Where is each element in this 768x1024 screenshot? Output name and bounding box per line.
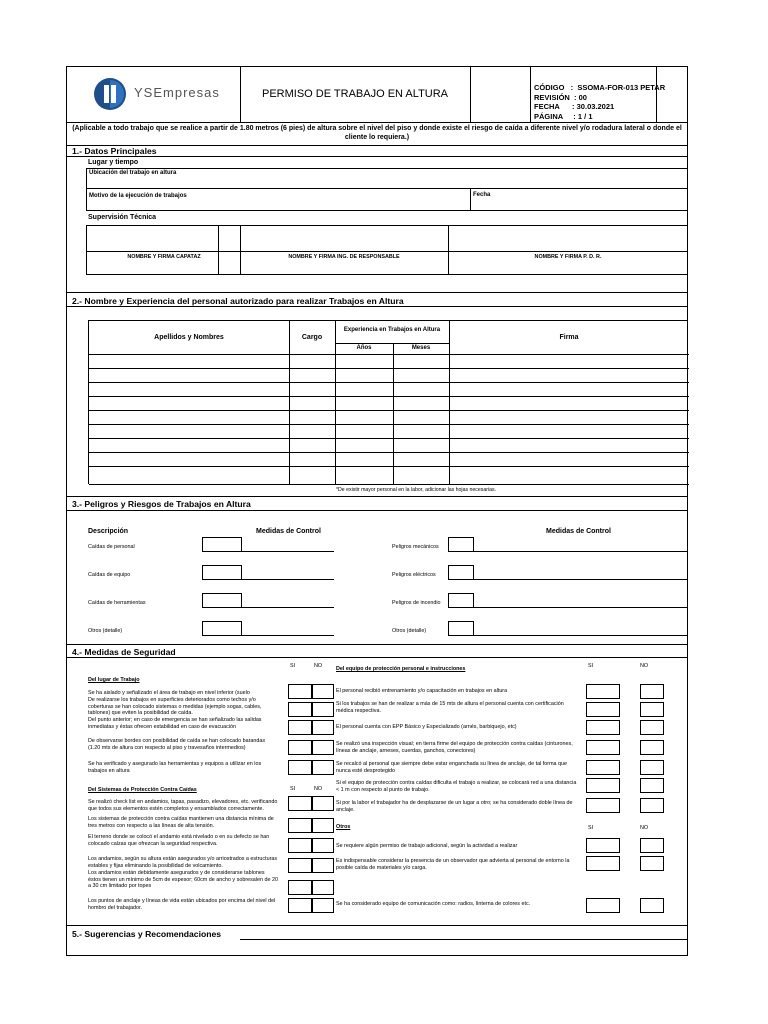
personnel-table — [88, 320, 688, 484]
epp-si-4[interactable] — [586, 760, 620, 775]
epp-no-5[interactable] — [640, 778, 664, 793]
otros-item-1: Es indispensable considerar la presencia de un observador que advierta al personal de entorno la posible caída de materiales y/o carga. — [336, 858, 570, 871]
otros-si-1[interactable] — [586, 856, 620, 871]
hazard-left-check-1[interactable] — [202, 565, 242, 580]
lugar-trabajo-title: Del lugar de Trabajo — [88, 677, 140, 683]
section-2-title: 2.- Nombre y Experiencia del personal autorizado para realizar Trabajos en Altura — [72, 296, 404, 306]
hazard-left-check-3[interactable] — [202, 621, 242, 636]
hazard-right-1: Peligros eléctricos — [392, 572, 436, 578]
motivo-field[interactable]: Motivo de la ejecución de trabajos — [89, 193, 187, 199]
medidas-header-right: Medidas de Control — [546, 528, 611, 535]
lugar-item-1: De realizarse los trabajos en superficies deteriorados como techos y/o coberturas se han colocado sistemas o medidas (ejemplo sogas, cables, tablones) que eviten la posibilidad de caída. — [88, 697, 262, 717]
doc-page: PÁGINA : 1 / 1 — [534, 111, 593, 121]
signature-capataz[interactable]: NOMBRE Y FIRMA CAPATAZ — [127, 254, 201, 260]
proteccion-item-3: Los andamios, según su altura están asegurados y/o arriostrados a estructuras estables y fijas eliminando la posibilidad de volcamiento. — [88, 856, 278, 869]
proteccion-si-1[interactable] — [288, 818, 312, 833]
proteccion-si-0[interactable] — [288, 796, 312, 811]
company-logo — [92, 76, 232, 112]
epp-si-2[interactable] — [586, 720, 620, 735]
hazard-left-control-3[interactable] — [242, 635, 334, 636]
otros-item-2: Se ha considerado equipo de comunicación como: radios, linterna de colores etc. — [336, 901, 531, 907]
epp-item-1: Si los trabajos se han de realizar a más de 15 mts de altura el personal cuenta con certificación médica respectiva. — [336, 701, 564, 714]
otros-title: Otros — [336, 824, 351, 830]
col-cargo: Cargo — [301, 334, 323, 341]
lugar-si-0[interactable] — [288, 684, 312, 699]
hazard-right-check-0[interactable] — [448, 537, 474, 552]
lugar-item-3: De observarse bordes con posibilidad de caída se han colocado barandas (1.20 mts de altura con respecto al piso y travesaños intermedios) — [88, 738, 266, 751]
section-1-title: 1.- Datos Principales — [72, 146, 157, 156]
doc-date: FECHA : 30.03.2021 — [534, 102, 615, 111]
hazard-right-control-1[interactable] — [474, 579, 688, 580]
si-label-2: SI — [290, 786, 296, 792]
logo-mark-icon — [92, 76, 128, 112]
epp-item-3: Se realizó una inspección visual; en tierra firme del equipo de protección contra caídas (cinturones, líneas de anclaje, arneses, cuerdas, ganchos, conectores) — [336, 741, 573, 754]
hazard-left-3: Otros (detalle) — [88, 628, 123, 634]
lugar-si-3[interactable] — [288, 740, 312, 755]
proteccion-si-3[interactable] — [288, 858, 312, 873]
no-label-3: NO — [640, 663, 649, 669]
frame-right — [687, 66, 688, 956]
hazard-right-control-0[interactable] — [474, 551, 688, 552]
hazard-right-check-3[interactable] — [448, 621, 474, 636]
descripcion-header: Descripción — [88, 528, 129, 535]
personnel-note: *De existir mayor personal en la labor, adicionar las hojas necesarias. — [336, 487, 497, 493]
hazard-right-control-2[interactable] — [474, 607, 688, 608]
lugar-item-4: Se ha verificado y asegurado las herramientas y equipos a utilizar en los trabajos en altura — [88, 761, 262, 774]
proteccion-si-5[interactable] — [288, 898, 312, 913]
otros-item-0: Se requiere algún permiso de trabajo adicional, según la actividad a realizar — [336, 843, 518, 849]
lugar-si-1[interactable] — [288, 702, 312, 717]
epp-item-5: Si el equipo de protección contra caídas dificulta el trabajo a realizar, se colocará red a una distancia < 1 m con respecto al punto de trabajo. — [336, 780, 577, 793]
hazard-left-control-1[interactable] — [242, 579, 334, 580]
proteccion-item-5: Los puntos de anclaje y líneas de vida están ubicados por encima del nivel del hombro del trabajador. — [88, 898, 276, 911]
scope-note: (Aplicable a todo trabajo que se realice a partir de 1.80 metros (6 pies) de altura sobre el nivel del piso y donde existe el riesgo de caída a diferente nivel y/o rodadura lateral o donde el cliente lo requiera.) — [72, 125, 682, 141]
proteccion-item-4: Los andamios están debidamente asegurados y de considerarse tablones éstos tienen un mínimo de 5cm de espesor; 60cm de ancho y sobresalen de 20 a 30 cm limitado por topes — [88, 870, 278, 890]
otros-no-2[interactable] — [640, 898, 664, 913]
epp-item-6: Si por la labor el trabajador ha de desplazarse de un lugar a otro; se ha considerado doble línea de anclaje. — [336, 800, 573, 813]
signature-ingeniero[interactable]: NOMBRE Y FIRMA ING. DE RESPONSABLE — [288, 254, 400, 260]
hazard-left-0: Caídas de personal — [88, 544, 135, 550]
lugar-si-4[interactable] — [288, 760, 312, 775]
lugar-item-0: Se ha aislado y señalizado el área de trabajo en nivel inferior (suelo — [88, 690, 250, 696]
doc-code: CÓDIGO : SSOMA-FOR-013 PETAR — [534, 83, 666, 92]
proteccion-item-2: El terreno donde se colocó el andamio está nivelado o en su defecto se han colocado calzas que ofrezcan la seguridad respectiva. — [88, 834, 270, 847]
hazard-left-check-2[interactable] — [202, 593, 242, 608]
lugar-item-2: Del punto anterior; en caso de emergencia se han señalizado las salidas inmediatas y éstas ofrecen estabilidad en caso de evacuación — [88, 717, 262, 730]
proteccion-no-2[interactable] — [312, 838, 334, 853]
si-label-4: SI — [588, 825, 594, 831]
hazard-right-0: Peligros mecánicos — [392, 544, 439, 550]
medidas-header-left: Medidas de Control — [256, 528, 321, 535]
epp-title: Del equipo de protección personal e instrucciones — [336, 666, 466, 672]
frame-left — [66, 66, 67, 956]
epp-no-6[interactable] — [640, 798, 664, 813]
col-firma: Firma — [559, 334, 579, 341]
lugar-no-0[interactable] — [312, 684, 334, 699]
si-label-1: SI — [290, 663, 296, 669]
no-label-1: NO — [314, 663, 323, 669]
hazard-left-2: Caídas de herramientas — [88, 600, 146, 606]
epp-item-2: El personal cuenta con EPP Básico y Especializado (arnés, barbiquejo, etc) — [336, 724, 517, 730]
sugerencias-line[interactable] — [240, 939, 688, 940]
hazard-left-check-0[interactable] — [202, 537, 242, 552]
lugar-no-4[interactable] — [312, 760, 334, 775]
doc-meta — [534, 83, 665, 121]
epp-item-0: El personal recibió entrenamiento y/o capacitación en trabajos en altura — [336, 688, 508, 694]
col-anos: Años — [356, 345, 372, 351]
lugar-no-3[interactable] — [312, 740, 334, 755]
epp-no-3[interactable] — [640, 740, 664, 755]
no-label-4: NO — [640, 825, 649, 831]
epp-si-3[interactable] — [586, 740, 620, 755]
lugar-label: Lugar y tiempo — [88, 159, 139, 166]
doc-revision: REVISIÓN : 00 — [534, 92, 587, 102]
epp-no-0[interactable] — [640, 684, 664, 699]
proteccion-item-1: Los sistemas de protección contra caídas mantienen una distancia mínima de tres metros con respecto a las líneas de alta tensión. — [88, 816, 274, 829]
supervision-label: Supervisión Técnica — [88, 214, 157, 221]
proteccion-no-3[interactable] — [312, 858, 334, 873]
logo-text: YSEmpresas — [134, 85, 220, 100]
otros-no-1[interactable] — [640, 856, 664, 871]
lugar-no-2[interactable] — [312, 720, 334, 735]
hazard-left-control-0[interactable] — [242, 551, 334, 552]
col-apellidos: Apellidos y Nombres — [154, 334, 224, 341]
lugar-no-1[interactable] — [312, 702, 334, 717]
epp-no-2[interactable] — [640, 720, 664, 735]
hazard-right-check-2[interactable] — [448, 593, 474, 608]
section-5-title: 5.- Sugerencias y Recomendaciones — [72, 929, 222, 939]
hazard-right-control-3[interactable] — [474, 635, 688, 636]
hazard-right-3: Otros (detalle) — [392, 628, 427, 634]
ubicacion-field[interactable]: Ubicación del trabajo en altura — [89, 170, 177, 176]
proteccion-title: Del Sistemas de Protección Contra Caídas — [88, 787, 197, 793]
frame-top — [66, 66, 688, 67]
col-experiencia: Experiencia en Trabajos en Altura — [343, 327, 441, 333]
epp-no-1[interactable] — [640, 702, 664, 717]
signature-pdr[interactable]: NOMBRE Y FIRMA P. D. R. — [534, 254, 602, 260]
si-label-3: SI — [588, 663, 594, 669]
epp-no-4[interactable] — [640, 760, 664, 775]
proteccion-no-1[interactable] — [312, 818, 334, 833]
otros-si-0[interactable] — [586, 838, 620, 853]
no-label-2: NO — [314, 786, 323, 792]
epp-si-0[interactable] — [586, 684, 620, 699]
proteccion-si-2[interactable] — [288, 838, 312, 853]
proteccion-no-4[interactable] — [312, 880, 334, 895]
section-3-title: 3.- Peligros y Riesgos de Trabajos en Altura — [72, 499, 251, 509]
col-meses: Meses — [411, 345, 431, 351]
proteccion-no-0[interactable] — [312, 796, 334, 811]
epp-item-4: Se recalcó al personal que siempre debe estar enganchada su línea de anclaje, de tal forma que nunca esté desprotegido — [336, 761, 568, 774]
form-title: PERMISO DE TRABAJO EN ALTURA — [261, 88, 449, 100]
epp-si-1[interactable] — [586, 702, 620, 717]
hazard-left-1: Caídas de equipo — [88, 572, 131, 578]
otros-no-0[interactable] — [640, 838, 664, 853]
section-4-title: 4.- Medidas de Seguridad — [72, 647, 176, 657]
proteccion-no-5[interactable] — [312, 898, 334, 913]
epp-si-5[interactable] — [586, 778, 620, 793]
hazard-right-check-1[interactable] — [448, 565, 474, 580]
hazard-left-control-2[interactable] — [242, 607, 334, 608]
proteccion-item-0: Se realizó check list en andamios, tapas, pasadizo, elevadores, etc. verificando que todos sus elementos estén completos y ensamblados correctamente. — [88, 799, 278, 812]
epp-si-6[interactable] — [586, 798, 620, 813]
proteccion-si-4[interactable] — [288, 880, 312, 895]
hazard-right-2: Peligros de incendio — [392, 600, 441, 606]
fecha-field[interactable]: Fecha — [473, 192, 491, 198]
lugar-si-2[interactable] — [288, 720, 312, 735]
otros-si-2[interactable] — [586, 898, 620, 913]
